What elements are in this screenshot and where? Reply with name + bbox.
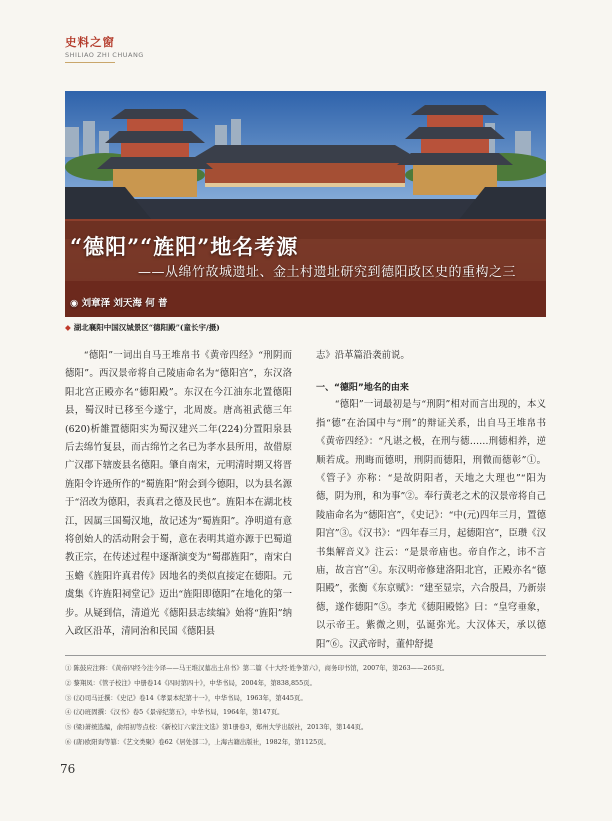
photo-caption — [65, 322, 220, 333]
photo-caption-text: 湖北襄阳中国汉城景区“德阳殿”(童长宇/摄) — [73, 323, 220, 332]
article-title: “德阳”“旌阳”地名考源 — [70, 234, 299, 259]
right-column — [316, 347, 546, 654]
body-paragraph: “德阳”一词最初是与“刑阴”相对而言出现的，本义指“德”在治国中与“刑”的辩证关系，出自马王堆帛书《黄帝四经》：“凡谌之极，在刑与德……刑德相养，逆顺若成。刑晦而德明，刑阴而德阳，刑微而德彰”①。《管子》亦称：“是故阴阳者，天地之大理也”“阳为德，阴为刑，和为事”②。奉行黄老之术的汉景帝将自己陵庙命名为“德阳宫”，《史记》：“中(元)四年三月，置德阳宫”③。《汉书》：“四年春三月，起德阳宫”，臣瓒《汉书集解音义》注云：“是景帝庙也。帝自作之，讳不言庙，故言宫”④。东汉明帝修建洛阳北宫，正殿亦名“德阳殿”，张衡《东京赋》：“建至显宗，六合殷昌，乃新崇德，遂作德阳”⑤。李尤《德阳殿铭》曰：“皇穹垂象，以示帝王。紫微之则，弘诞弥光。大汉体天，承以德阳”⑥。汉武帝时，董仲舒提 — [316, 399, 546, 650]
footnote-divider — [65, 655, 546, 656]
footnote: ③ (汉)司马迁撰：《史记》卷14《孝景本纪第十一》，中华书局，1963年，第445页。 — [65, 693, 307, 702]
caption-bullet-icon: ◆ — [65, 323, 71, 332]
left-column — [65, 347, 292, 642]
footnote: ④ (汉)班固撰：《汉书》卷5《景帝纪第五》，中华书局，1964年，第147页。 — [65, 708, 284, 717]
running-header — [65, 34, 144, 59]
body-paragraph-continuation: 志》沿革篇沿袭前说。 — [316, 350, 410, 361]
section-title-pinyin: SHILIAO ZHI CHUANG — [65, 51, 144, 59]
footnote: ⑥ (唐)欧阳询等纂：《艺文类聚》卷62《居处部二》，上海古籍出版社，1982年，第1125页。 — [65, 737, 330, 746]
section-heading: 一、“德阳”地名的由来 — [316, 383, 409, 394]
page-number: 76 — [60, 762, 76, 776]
footnote: ② 黎翔凤：《管子校注》中册卷14《四时第四十》，中华书局，2004年，第838,855页。 — [65, 678, 316, 687]
header-divider — [65, 62, 115, 63]
article-authors: ◉ 刘章泽 刘天海 何 普 — [70, 298, 168, 309]
body-paragraph: “德阳”一词出自马王堆帛书《黄帝四经》“刑阴而德阳”。西汉景帝将自己陵庙命名为“德阳宫”，东汉洛阳北宫正殿亦名“德阳殿”。东汉在今江油东北置德阳县，蜀汉时已移至今遂宁，北周废。唐高祖武德三年(620)析雒置德阳实为蜀汉建兴二年(224)分置阳泉县后去绵竹复县，而古绵竹之名已为孝水县所用，故借原广汉郡下辖废县名德阳。肇自南宋，元明清时期又将晋旌阳令许逊所作的“蜀旌阳”附会到今德阳，以为县名源于“沼改为德阳，表真君之德及民也”。旌阳本在湖北枝江，因属三国蜀汉地，故记述为“蜀旌阳”。净明道有意将创始人的活动附会于蜀，意在表明其道亦源于巴蜀道教正宗，在传述过程中逐渐演变为“蜀郡旌阳”，南宋白玉蟾《旌阳许真君传》因地名的类似直接定在德阳。元虞集《许旌阳祠堂记》迈出“旌阳即德阳”在地化的第一步。从疑到信，清道光《德阳县志续编》始将“旌阳”纳入政区沿革，清同治和民国《德阳县 — [65, 350, 292, 638]
footnote: ① 陈鼓应注释：《黄帝四经今注今译——马王堆汉墓出土帛书》第二篇《十大经·姓争第六》，商务印书馆，2007年，第263——265页。 — [65, 664, 449, 672]
footnotes — [65, 661, 546, 750]
footnote: ⑤ (梁)萧统选编，俞绍初等点校：《新校订六家注文选》第1册卷3，郑州大学出版社，2013年，第144页。 — [65, 723, 368, 732]
hero-photo — [65, 91, 546, 317]
palace-illustration — [65, 91, 546, 317]
article-subtitle: ——从绵竹故城遗址、金土村遗址研究到德阳政区史的重构之三 — [138, 265, 517, 280]
section-title: 史料之窗 — [65, 35, 115, 49]
